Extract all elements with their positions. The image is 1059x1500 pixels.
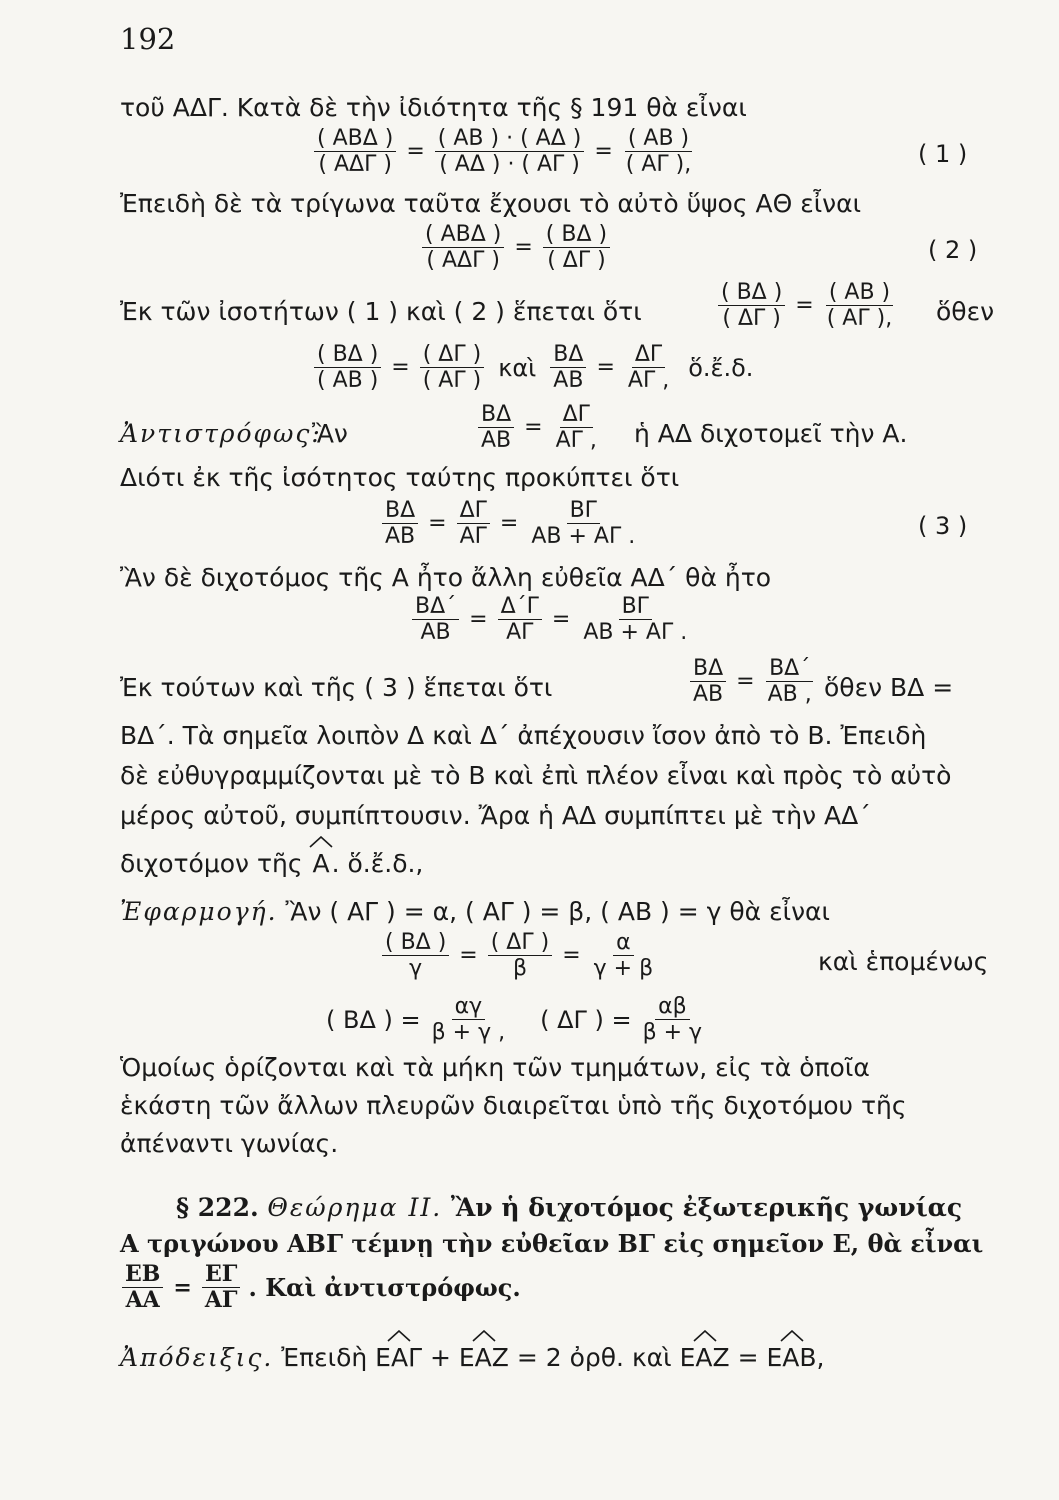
text-line: Ἂν δὲ διχοτόμος τῆς Α ἦτο ἄλλη εὐθεῖα ΑΔ΄ θὰ ἦτο [120,563,772,592]
text-line: Ἀπόδειξις. Ἐπειδὴ ΕΑΓ + ΕΑΖ = 2 ὀρθ. καὶ ΕΑΖ = ΕΑΒ, [120,1342,1000,1374]
equation-6: $\frac{B\Delta}{AB}$ = $\frac{\Delta\Gamma}{A\Gamma}$ = $\frac{B\Gamma}{AB + A\Gamma .}$ [380,498,640,549]
text-line: ἀπέναντι γωνίας. [120,1129,339,1158]
equation-1: $\frac{\text{( ΑΒΔ )}}{\text{( ΑΔΓ )}}$ = $\frac{( AB ) \cdot ( A\Delta )}{( A\Delta ) \cdot ( A\Gamma )}$ = $\frac{( AB )}{( A\Gamma ),}$ [312,126,696,177]
text-line: μέρος αὐτοῦ, συμπίπτουσιν. Ἄρα ἡ ΑΔ συμπίπτει μὲ τὴν ΑΔ΄ [120,801,871,830]
text-line: Ὁμοίως ὁρίζονται καὶ τὰ μήκη τῶν τμημάτων, εἰς τὰ ὁποῖα [120,1053,870,1082]
text-fragment: ἡ ΑΔ διχοτομεῖ τὴν Α. [634,419,908,448]
text-fragment: ὅθεν ΒΔ = [824,673,954,702]
equation-3: $\frac{( B\Delta )}{( \Delta\Gamma )}$ = $\frac{( AB )}{( A\Gamma ),}$ [716,280,897,331]
text-line: Ἐφαρμογή. Ἂν ( ΑΓ ) = α, ( ΑΓ ) = β, ( ΑΒ ) = γ θὰ εἶναι [120,897,830,926]
text-line: Ἐκ τῶν ἰσοτήτων ( 1 ) καὶ ( 2 ) ἕπεται ὅτι [120,297,642,326]
angle-a: Α [310,848,331,880]
angle-eab: ΕΑΒ [766,1342,816,1374]
equation-7: $\frac{B\Delta΄}{AB}$ = $\frac{\Delta΄\Gamma}{A\Gamma}$ = $\frac{B\Gamma}{AB + A\Gamma .}$ [410,594,692,645]
equation-8: $\frac{B\Delta}{AB}$ = $\frac{B\Delta΄}{AB ,}$ [688,656,817,707]
equation-11: $\frac{EB}{AA}$ = $\frac{E\Gamma}{A\Gamma}$ . Καὶ ἀντιστρόφως. [120,1262,521,1313]
text-line: Ἐκ τούτων καὶ τῆς ( 3 ) ἕπεται ὅτι [120,673,553,702]
equation-10: ( ΒΔ ) = $\frac{\alpha\gamma}{\beta + \gamma ,}$ ( ΔΓ ) = $\frac{\alpha\beta}{\beta + \gamma}$ [326,994,703,1045]
text-fragment: ὅθεν [936,297,995,326]
theorem-line: Α τριγώνου ΑΒΓ τέμνῃ τὴν εὐθεῖαν ΒΓ εἰς σημεῖον Ε, θὰ εἶναι [120,1229,984,1258]
page-number: 192 [120,22,176,56]
equation-9: $\frac{( B\Delta )}{\gamma}$ = $\frac{( \Delta\Gamma )}{\beta}$ = $\frac{\alpha}{\gamma + \beta}$ [380,930,658,981]
equation-2: $\frac{\text{( ΑΒΔ )}}{\text{( ΑΔΓ )}}$ = $\frac{( B\Delta )}{( \Delta\Gamma )}$ [420,222,612,273]
text-line: διχοτόμον τῆς Α. ὅ.ἔ.δ., [120,848,980,880]
angle-eaz: ΕΑΖ [459,1342,509,1374]
theorem-heading: § 222. Θεώρημα ΙΙ. Ἂν ἡ διχοτόμος ἐξωτερικῆς γωνίας [176,1193,963,1222]
angle-eag: ΕΑΓ [375,1342,422,1374]
text-line: τοῦ ΑΔΓ. Κατὰ δὲ τὴν ἰδιότητα τῆς § 191 θὰ εἶναι [120,93,747,122]
text-fragment: Ἂν [312,419,348,448]
text-fragment: καὶ ἑπομένως [818,947,989,976]
text-line: Ἐπειδὴ δὲ τὰ τρίγωνα ταῦτα ἔχουσι τὸ αὐτὸ ὕψος ΑΘ εἶναι [120,189,862,218]
text-line: Διότι ἐκ τῆς ἰσότητος ταύτης προκύπτει ὅτι [120,463,680,492]
equation-tag: ( 3 ) [918,512,968,540]
angle-eaz-2: ΕΑΖ [680,1342,730,1374]
text-line: ΒΔ΄. Τὰ σημεῖα λοιπὸν Δ καὶ Δ΄ ἀπέχουσιν ἴσον ἀπὸ τὸ Β. Ἐπειδὴ [120,721,927,750]
label-antistrofos: Ἀντιστρόφως: [120,419,322,448]
equation-tag: ( 1 ) [918,140,968,168]
text-line: ἑκάστη τῶν ἄλλων πλευρῶν διαιρεῖται ὑπὸ τῆς διχοτόμου τῆς [120,1091,907,1120]
text-line: δὲ εὐθυγραμμίζονται μὲ τὸ Β καὶ ἐπὶ πλέον εἶναι καὶ πρὸς τὸ αὐτὸ [120,761,952,790]
equation-tag: ( 2 ) [928,236,978,264]
equation-5: $\frac{B\Delta}{AB}$ = $\frac{\Delta\Gamma}{A\Gamma ,}$ [476,402,602,453]
equation-4: $\frac{( B\Delta )}{( AB )}$ = $\frac{( \Delta\Gamma )}{( A\Gamma )}$ καὶ $\frac{B\Delta}{AB}$ = $\frac{\Delta\Gamma}{A\Gamma ,}$ ὅ.ἔ.δ. [312,342,753,393]
